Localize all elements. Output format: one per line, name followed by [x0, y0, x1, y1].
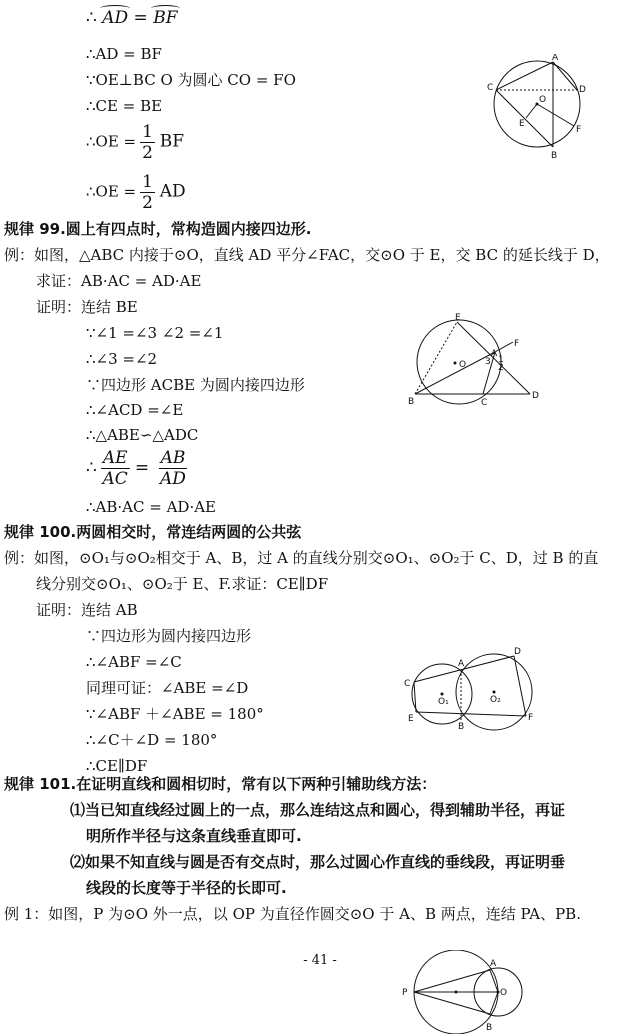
proof-line: ∵∠ABF ＋∠ABE = 180° — [86, 705, 264, 723]
proof-line: 证明：连结 AB — [36, 601, 138, 619]
svg-text:A: A — [458, 659, 465, 669]
svg-text:A: A — [552, 54, 559, 63]
svg-text:1: 1 — [498, 355, 504, 365]
svg-text:D: D — [532, 391, 539, 401]
rule-101-example: 例 1：如图，P 为⊙O 外一点，以 OP 为直径作圆交⊙O 于 A、B 两点，连结 PA、PB. — [4, 905, 581, 923]
rule-100-example: 例：如图，⊙O₁与⊙O₂相交于 A、B，过 A 的直线分别交⊙O₁、⊙O₂于 C、D，过 B 的直 — [4, 549, 599, 567]
arc-bf: BF — [153, 8, 178, 28]
svg-text:C: C — [481, 398, 488, 408]
rule-101-method: ⑵如果不知直线与圆是否有交点时，那么过圆心作直线的垂线段，再证明垂 — [70, 853, 566, 871]
arc-ad: AD — [102, 8, 129, 28]
proof-line: ∴△ABE∽△ADC — [86, 426, 199, 444]
page-number: - 41 - — [303, 953, 337, 968]
svg-text:A: A — [491, 349, 498, 359]
proof-line: ∵四边形为圆内接四边形 — [86, 627, 252, 645]
svg-text:B: B — [408, 397, 415, 407]
proof-line: ∴CE = BE — [86, 97, 163, 115]
svg-text:F: F — [576, 125, 582, 135]
svg-text:O: O — [500, 988, 508, 998]
proof-line: ∵∠1 =∠3 ∠2 =∠1 — [86, 324, 224, 342]
svg-text:B: B — [551, 151, 558, 161]
rule-100-example: 线分别交⊙O₁、⊙O₂于 E、F.求证：CE∥DF — [36, 575, 329, 593]
svg-text:F: F — [528, 713, 534, 723]
svg-text:B: B — [458, 722, 465, 732]
figure-inscribed-quadrilateral — [405, 312, 550, 410]
rule-101-method: 线段的长度等于半径的长即可. — [86, 879, 287, 897]
figure-tangent-circles — [398, 950, 538, 1034]
proof-line-fraction: ∴OE = $\frac{1}{2}$ BF — [86, 122, 185, 163]
svg-text:O: O — [539, 95, 547, 105]
proof-line: ∴CE∥DF — [86, 757, 148, 775]
proof-line: ∴AD = BF — [86, 45, 162, 63]
proof-line: ∴∠ACD =∠E — [86, 401, 184, 419]
svg-text:A: A — [490, 959, 497, 969]
svg-text:3: 3 — [485, 357, 491, 367]
proof-line: ∵OE⊥BC O 为圆心 CO = FO — [86, 71, 296, 89]
rule-101-method: 明所作半径与这条直线垂直即可. — [86, 827, 302, 845]
figure-two-circles — [398, 646, 543, 736]
svg-text:C: C — [404, 679, 411, 689]
rule-99-title: 规律 99.圆上有四点时，常构造圆内接四边形. — [4, 220, 312, 238]
proof-line: ∴∠ABF =∠C — [86, 653, 182, 671]
svg-text:B: B — [486, 1023, 493, 1033]
proof-line: ∴AB·AC = AD·AE — [86, 498, 216, 516]
rule-99-example: 求证：AB·AC = AD·AE — [36, 272, 202, 290]
svg-text:O₁: O₁ — [438, 697, 449, 707]
rule-100-title: 规律 100.两圆相交时，常连结两圆的公共弦 — [4, 523, 302, 541]
svg-text:2: 2 — [498, 363, 504, 373]
rule-101-title: 规律 101.在证明直线和圆相切时，常有以下两种引辅助线方法： — [4, 775, 437, 793]
figure-circle-arcs — [482, 54, 592, 164]
svg-text:E: E — [455, 313, 461, 323]
svg-text:O₂: O₂ — [490, 695, 501, 705]
svg-text:P: P — [402, 988, 408, 998]
proof-line: 证明：连结 BE — [36, 298, 138, 316]
rule-99-example: 例：如图，△ABC 内接于⊙O，直线 AD 平分∠FAC，交⊙O 于 E，交 BC 的延长线于 D， — [4, 246, 610, 264]
proof-line-fraction: ∴OE = $\frac{1}{2}$ AD — [86, 172, 186, 213]
svg-text:D: D — [514, 647, 521, 657]
rule-101-method: ⑴当已知直线经过圆上的一点，那么连结这点和圆心，得到辅助半径，再证 — [70, 801, 566, 819]
proof-line: 同理可证：∠ABE =∠D — [86, 679, 249, 697]
svg-text:F: F — [514, 339, 520, 349]
svg-text:O: O — [459, 360, 467, 370]
svg-text:E: E — [408, 714, 414, 724]
proof-line: ∴∠C＋∠D = 180° — [86, 731, 218, 749]
proof-line: ∴∠3 =∠2 — [86, 350, 158, 368]
proof-line: ∵四边形 ACBE 为圆内接四边形 — [86, 376, 305, 394]
proof-line-ratio: ∴ $\frac{AE}{AC}$ = $\frac{AB}{AD}$ — [86, 448, 186, 489]
proof-line-arc: ∴ AD = BF — [86, 8, 178, 28]
svg-text:E: E — [519, 119, 525, 129]
svg-text:D: D — [579, 85, 586, 95]
svg-text:C: C — [487, 83, 494, 93]
